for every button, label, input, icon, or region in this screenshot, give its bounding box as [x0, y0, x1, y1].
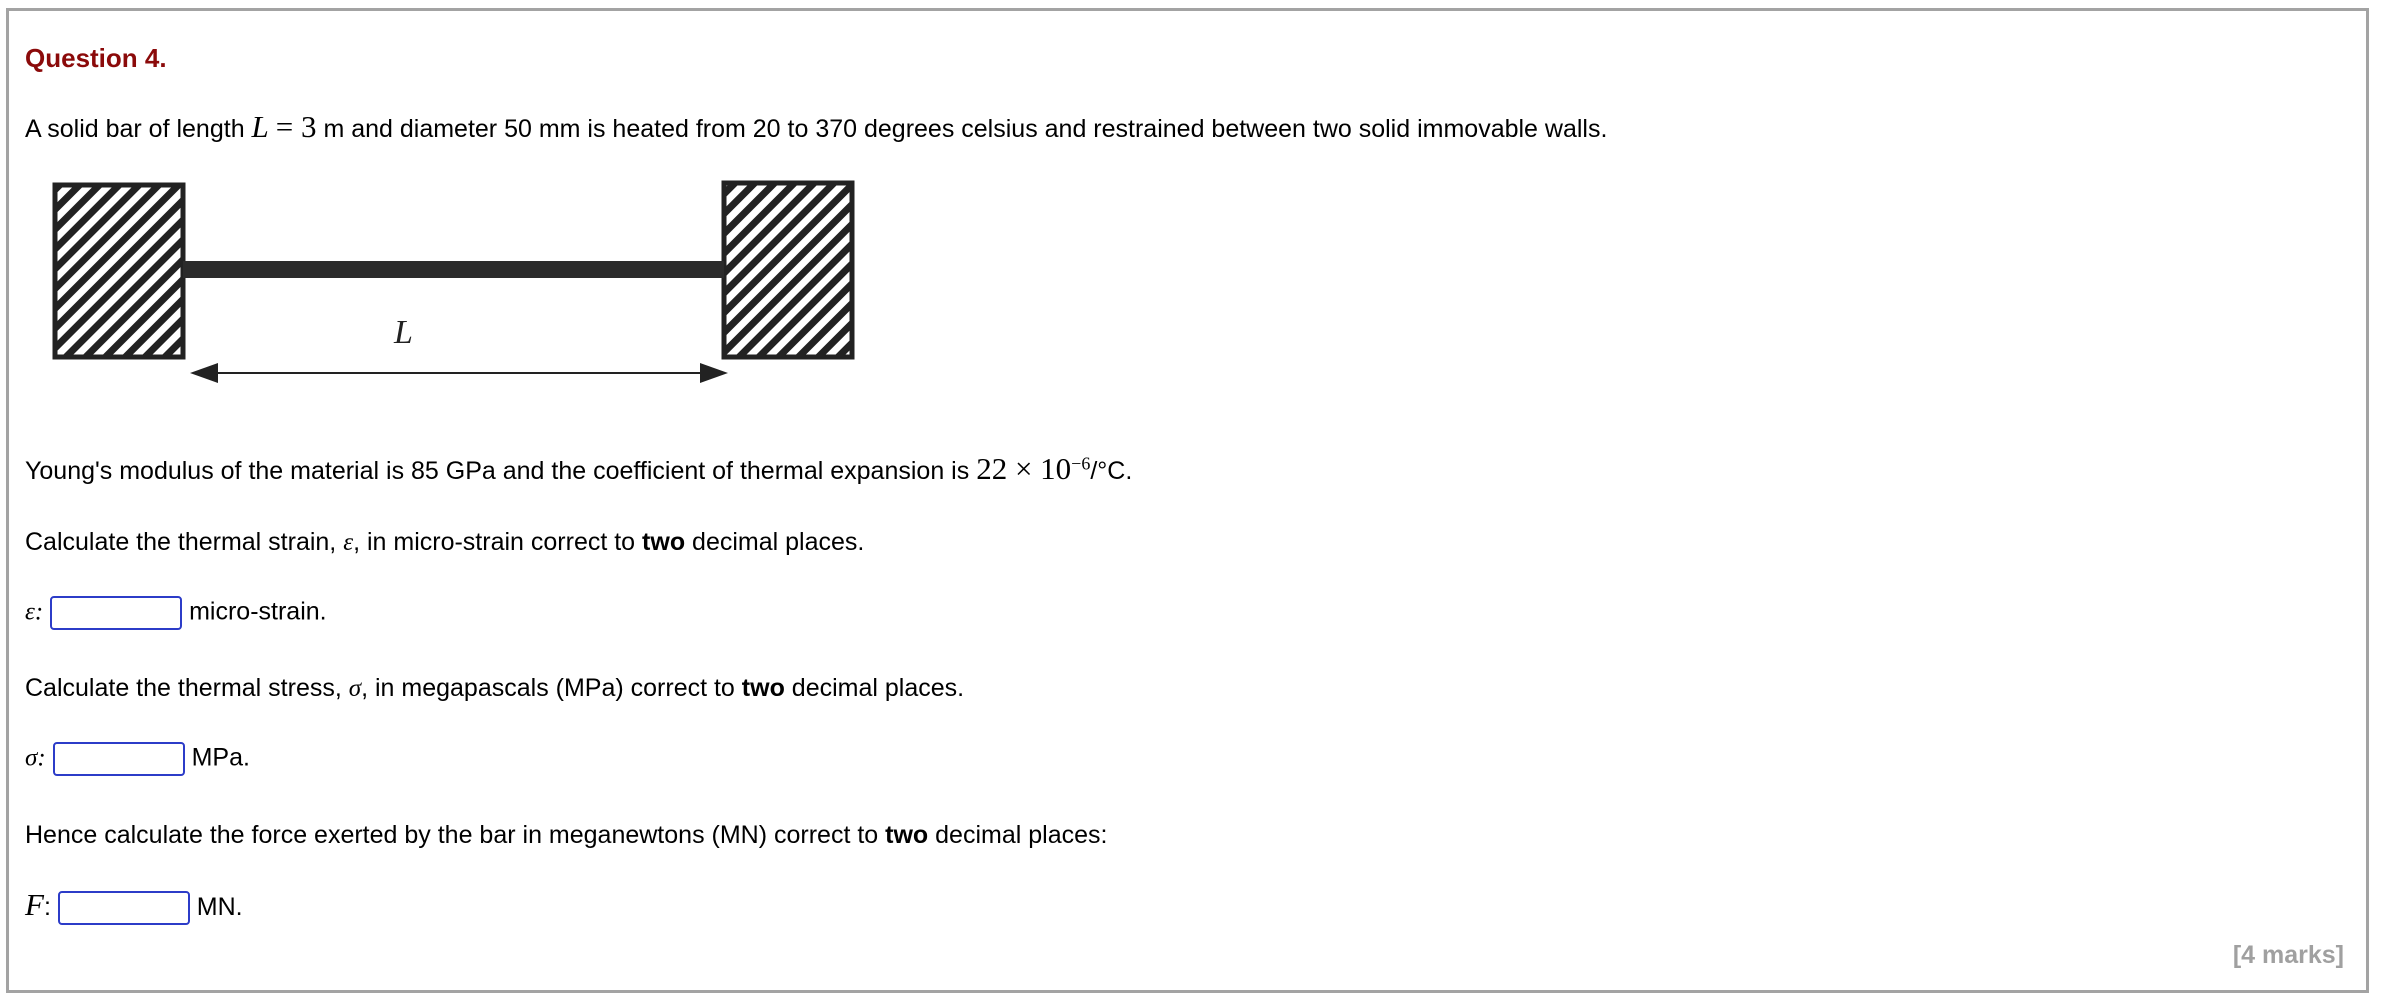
part-strain-text-mid: , in micro-strain correct to	[353, 528, 636, 556]
stress-label: σ:	[25, 744, 46, 772]
stress-symbol: σ	[348, 675, 362, 702]
strain-label: ε:	[25, 598, 44, 626]
intro-length-value: = 3	[275, 109, 317, 144]
part-strain-prompt	[25, 528, 864, 557]
material-properties	[25, 451, 1132, 487]
part-force-prompt	[25, 821, 1107, 850]
force-input[interactable]	[58, 891, 190, 925]
question-intro	[25, 109, 1607, 145]
expansion-exponent: −6	[1071, 453, 1091, 474]
strain-answer-row	[25, 596, 327, 630]
force-label-variable: F	[25, 887, 44, 922]
strain-symbol: ε	[343, 529, 354, 556]
part-stress-text: Calculate the thermal stress,	[25, 674, 342, 702]
expansion-unit: /°C.	[1090, 457, 1133, 485]
bar	[183, 261, 724, 278]
stress-answer-row	[25, 742, 250, 776]
part-force-text-after: decimal places:	[935, 821, 1108, 849]
length-label: L	[394, 314, 413, 351]
intro-length-variable: L	[251, 109, 269, 144]
question-panel	[6, 8, 2369, 993]
part-strain-emphasis: two	[642, 528, 686, 556]
left-wall	[55, 185, 183, 357]
part-strain-text: Calculate the thermal strain,	[25, 528, 337, 556]
part-stress-emphasis: two	[741, 674, 785, 702]
strain-unit: micro-strain.	[189, 597, 327, 626]
material-text: Young's modulus of the material is 85 GPa and the coefficient of thermal expansion is	[25, 457, 970, 485]
expansion-coefficient: 22 × 10	[976, 451, 1072, 486]
part-stress-text-mid: , in megapascals (MPa) correct to	[361, 674, 735, 702]
force-label-colon: :	[43, 893, 51, 921]
right-wall	[724, 183, 852, 357]
part-strain-text-after: decimal places.	[692, 528, 865, 556]
strain-input[interactable]	[50, 596, 182, 630]
question-title: Question 4.	[25, 43, 167, 73]
part-stress-text-after: decimal places.	[791, 674, 965, 702]
part-stress-prompt	[25, 674, 964, 703]
bar-diagram	[49, 171, 869, 391]
force-unit: MN.	[196, 893, 243, 921]
part-force-text: Hence calculate the force exerted by the bar in meganewtons (MN) correct to	[25, 821, 879, 849]
stress-unit: MPa.	[191, 743, 250, 772]
force-answer-row	[25, 887, 243, 925]
marks-label: [4 marks]	[2232, 941, 2344, 969]
intro-text-after: m and diameter 50 mm is heated from 20 to 370 degrees celsius and restrained between two solid immovable walls.	[323, 115, 1608, 143]
stress-input[interactable]	[53, 742, 185, 776]
part-force-emphasis: two	[885, 821, 929, 849]
intro-text-before: A solid bar of length	[25, 115, 245, 143]
